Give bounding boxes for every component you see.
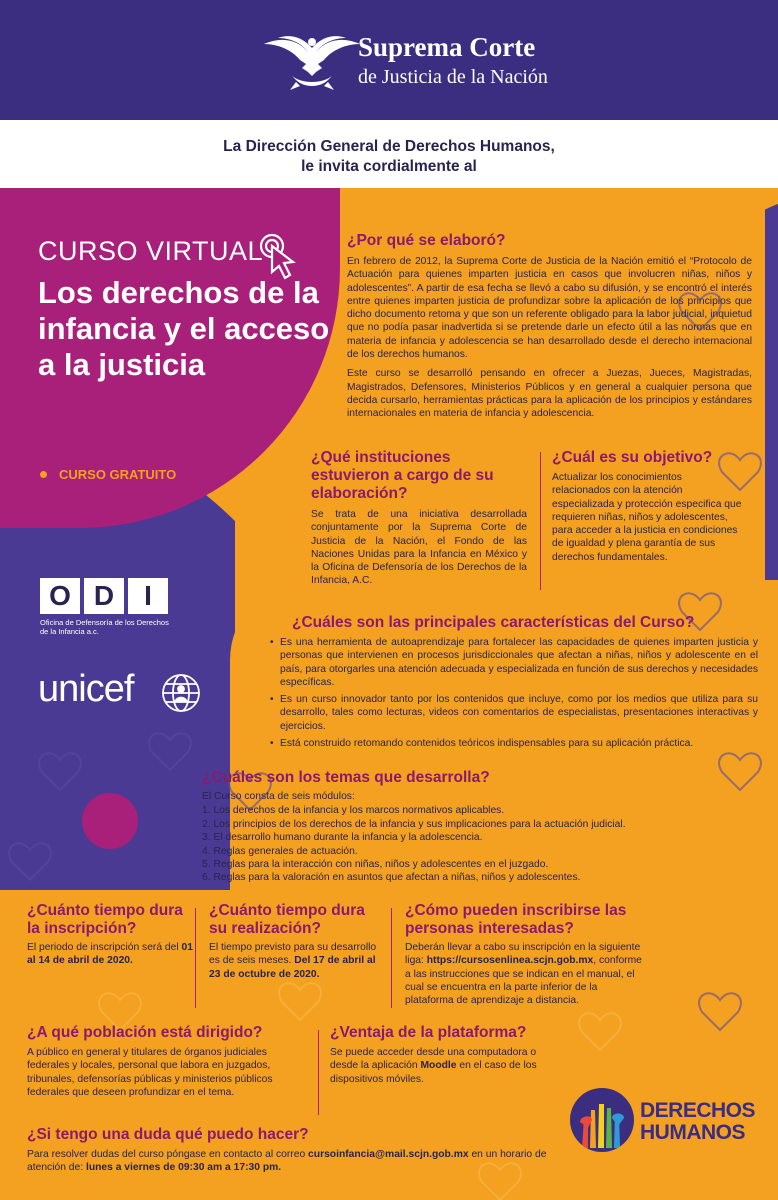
section-contact	[27, 1126, 547, 1175]
section-platform	[330, 1024, 560, 1086]
org-subtitle: de Justicia de la Nación	[358, 66, 548, 88]
course-dates: Del 17 de abril al 23 de octubre de 2020.	[209, 955, 376, 980]
contact-text	[27, 1148, 547, 1175]
divider	[391, 908, 392, 1008]
odi-letter: O	[40, 578, 80, 614]
invitation-line-1: La Dirección General de Derechos Humanos,	[223, 138, 555, 155]
course-title: Los derechos de la infancia y el acceso a la justicia	[38, 275, 330, 382]
section-how-to-enroll	[405, 902, 645, 1007]
how-to-enroll-label: Deberán llevar a cabo su inscripción en la siguiente liga:	[405, 942, 641, 967]
enrollment-link[interactable]: https://cursosenlinea.scjn.gob.mx	[426, 955, 594, 967]
institutions-heading: ¿Qué instituciones estuvieron a cargo de su elaboración?	[311, 449, 494, 502]
course-time-heading: ¿Cuánto tiempo dura su realización?	[209, 902, 365, 937]
list-item: 5. Reglas para la interacción con niñas, niños y adolescentes en el juzgado.	[202, 858, 549, 870]
list-item: 6. Reglas para la valoración en asuntos que afectan a niñas, niños y adolescentes.	[202, 872, 581, 884]
section-why	[347, 232, 752, 421]
section-course-time	[209, 902, 379, 981]
contact-heading: ¿Si tengo una duda qué puedo hacer?	[27, 1126, 309, 1143]
human-rights-line-1: DERECHOS	[640, 1099, 756, 1122]
odi-letter: D	[84, 578, 124, 614]
section-features	[270, 614, 758, 754]
platform-heading: ¿Ventaja de la plataforma?	[330, 1024, 527, 1041]
enrollment-time-text	[27, 941, 197, 968]
how-to-enroll-heading: ¿Cómo pueden inscribirse las personas interesadas?	[405, 902, 627, 937]
audience-text: A público en general y titulares de órganos judiciales federales y locales, personal que labora en juzgados, tribunales, defensorías públicas y ministerios públicos federales que deseen profundizar en el tema.	[27, 1047, 273, 1098]
topics-heading: ¿Cuáles son los temas que desarrolla?	[202, 769, 490, 786]
odi-letters	[40, 578, 170, 614]
how-to-enroll-instructions: , conforme a las instrucciones que se indican en el manual, el cual se encuentra en la parte inferior de la plataforma de aprendizaje a distancia.	[405, 955, 642, 1007]
header	[0, 0, 778, 120]
course-time-text	[209, 941, 379, 981]
list-item: • Es un curso innovador tanto por los contenidos que incluye, como por los medios que utiliza para su desarrollo, tales como lecturas, videos con comentarios de especialistas, presentaciones interactivas y ejercicios.	[270, 693, 758, 733]
section-enrollment-time	[27, 902, 197, 968]
audience-heading: ¿A qué población está dirigido?	[27, 1024, 263, 1041]
org-name: Suprema Corte	[358, 32, 536, 62]
contact-hours-label: en un horario de atención de:	[27, 1149, 547, 1174]
free-course-badge	[40, 467, 176, 482]
raised-hands-icon	[570, 1088, 634, 1152]
free-course-label: CURSO GRATUITO	[59, 467, 177, 482]
platform-text	[330, 1046, 560, 1086]
moodle-app: Moodle	[420, 1060, 457, 1072]
human-rights-wordmark	[640, 1100, 755, 1144]
list-item: 3. El desarrollo humano durante la infancia y la adolescencia.	[202, 832, 483, 844]
list-item: • Es una herramienta de autoaprendizaje para fortalecer las capacidades de quienes imparten justicia y personas que intervienen en procesos jurisdiccionales que afectan a niñas, niños y adolescente en el país, para otorgarles una atención adecuada y especializada en función de sus derechos y necesidades específicas.	[270, 636, 758, 689]
platform-devices: en el caso de los dispositivos móviles.	[330, 1060, 537, 1085]
modules-list	[202, 804, 672, 884]
enrollment-dates: 01 al 14 de abril de 2020.	[27, 942, 194, 967]
unicef-globe-icon	[160, 672, 202, 714]
section-audience	[27, 1024, 312, 1099]
why-paragraph-1: En febrero de 2012, la Suprema Corte de Justicia de la Nación emitió el “Protocolo de Actuación para quienes imparten justicia en casos que involucren niñas, niños y adolescentes”. A partir de esa fecha se llevó a cabo su difusión, y se encontró el interés entre quienes imparten justicia de profundizar sobre la aplicación de los principios que dicho documento retoma y que son un referente obligado para la labor judicial, inquietud que no podía pasar inadvertida si se pretende darle un efecto útil a las normas que en materia de infancia y adolescencia se han desarrollado desde el derecho internacional de los derechos humanos.	[347, 256, 752, 361]
why-paragraph-2: Este curso se desarrolló pensando en ofrecer a Juezas, Jueces, Magistradas, Magistrados, Defensores, Ministerios Públicos y en general a cualquier persona que decida cursarlo, herramientas prácticas para la aplicación de los principios y estándares internacionales en materia de infancia y adolescencia.	[347, 368, 752, 420]
enrollment-time-heading: ¿Cuánto tiempo dura la inscripción?	[27, 902, 183, 937]
list-item: 1. Los derechos de la infancia y los marcos normativos aplicables.	[202, 805, 505, 817]
invitation-line-2: le invita cordialmente al	[301, 158, 477, 175]
odi-letter: I	[128, 578, 168, 614]
enrollment-time-label: El periodo de inscripción será del	[27, 942, 182, 953]
unicef-wordmark: unicef	[38, 668, 134, 710]
section-topics	[202, 769, 672, 885]
contact-label: Para resolver dudas del curso póngase en contacto al correo	[27, 1149, 309, 1160]
eagle-emblem-icon	[262, 30, 362, 94]
course-time-label: El tiempo previsto para su desarrollo es de seis meses.	[209, 942, 377, 967]
magenta-dot-shape	[82, 793, 138, 849]
objective-text: Actualizar los conocimientos relacionados con la atención especializada y protección especifica que requieren niñas, niños y adolescentes, para acceder a la justicia en condiciones de igualdad y plena garantía de sus derechos fundamentales.	[552, 472, 742, 563]
objective-heading: ¿Cuál es su objetivo?	[552, 449, 713, 466]
human-rights-logo	[570, 1088, 634, 1152]
features-heading: ¿Cuáles son las principales características del Curso?	[292, 614, 695, 631]
list-item: • Está construido retomando contenidos teóricos indispensables para su aplicación práctica.	[270, 737, 758, 750]
topics-intro: El Curso consta de seis módulos:	[202, 791, 355, 802]
features-list	[270, 636, 758, 750]
course-label: CURSO VIRTUAL	[38, 236, 264, 266]
section-objective	[552, 449, 742, 564]
contact-hours: lunes a viernes de 09:30 am a 17:30 pm.	[85, 1162, 282, 1174]
human-rights-line-2: HUMANOS	[640, 1121, 745, 1144]
odi-logo	[40, 578, 170, 636]
divider	[318, 1030, 319, 1115]
divider	[195, 908, 196, 1008]
invitation-banner	[0, 120, 778, 188]
platform-label: Se puede acceder desde una computadora o desde la aplicación	[330, 1047, 537, 1072]
how-to-enroll-text	[405, 941, 645, 1007]
divider	[540, 452, 541, 590]
scjn-logo	[262, 30, 562, 94]
contact-email[interactable]: cursoinfancia@mail.scjn.gob.mx	[308, 1149, 469, 1160]
why-heading: ¿Por qué se elaboró?	[347, 232, 506, 249]
section-institutions	[311, 449, 527, 588]
list-item: 2. Los principios de los derechos de la infancia y sus implicaciones para la actuación judicial.	[202, 818, 626, 830]
institutions-text: Se trata de una iniciativa desarrollada conjuntamente por la Suprema Corte de Justicia de la Nación, el Fondo de las Naciones Unidas para la Infancia en México y la Oficina de Defensoría de los Derechos de la Infancia, A.C.	[311, 509, 527, 587]
odi-subtitle: Oficina de Defensoría de los Derechos de la Infancia a.c.	[40, 618, 169, 636]
bullet-dot-icon	[40, 471, 47, 478]
list-item: 4. Reglas generales de actuación.	[202, 845, 358, 857]
